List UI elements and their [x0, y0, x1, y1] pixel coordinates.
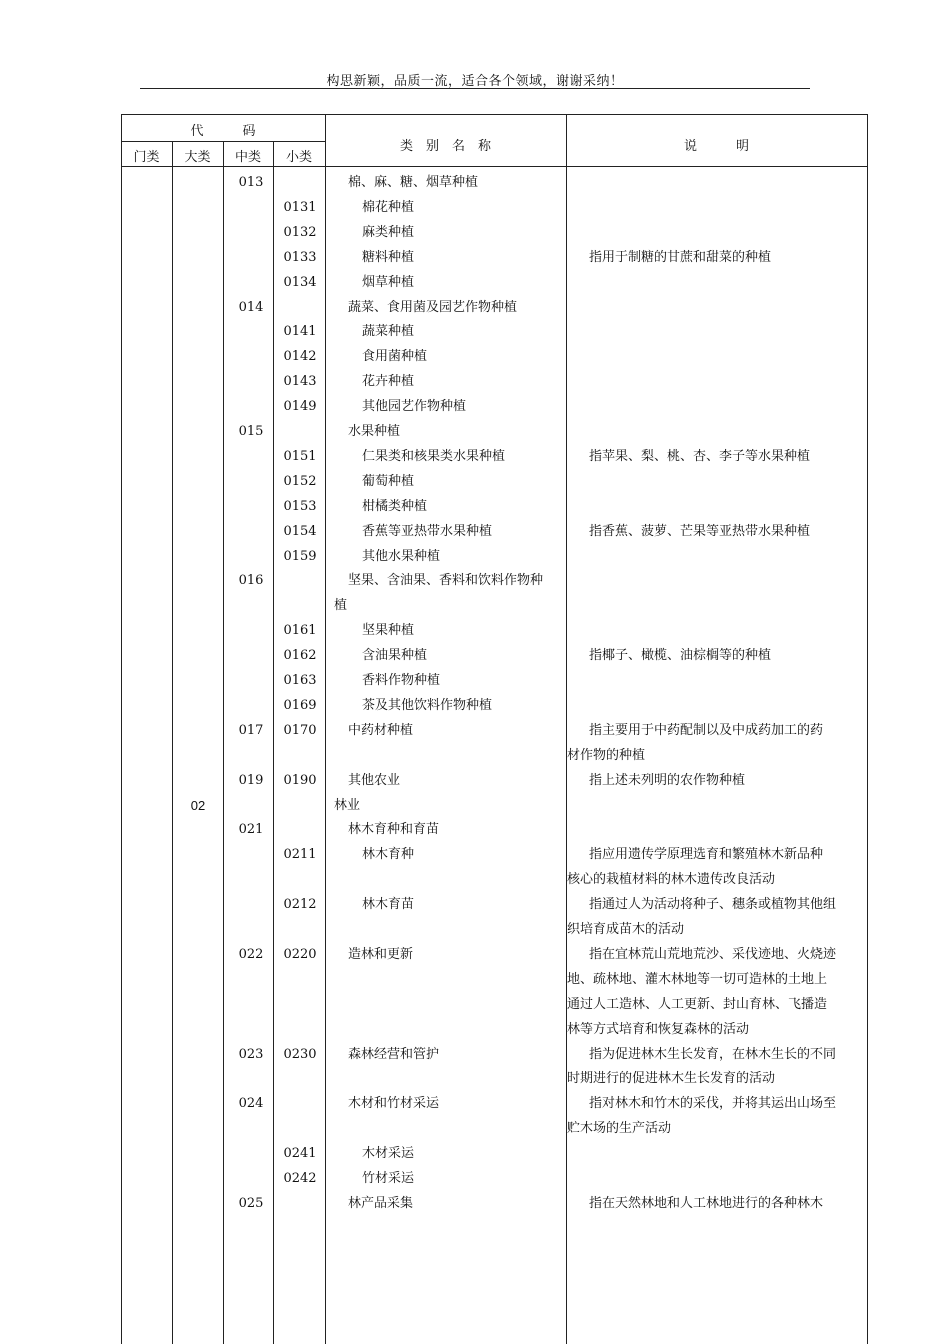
table-row — [121, 743, 868, 768]
table-row — [121, 1166, 868, 1191]
table-row — [121, 618, 868, 643]
small-code: 0170 — [283, 722, 317, 738]
category-name: 其他农业 — [348, 772, 401, 788]
table-border-top — [121, 114, 868, 115]
category-name: 林木育种 — [362, 847, 415, 863]
category-name: 蔬菜、食用菌及园艺作物种植 — [348, 299, 518, 315]
category-description: 地、疏林地、灌木林地等一切可造林的土地上 — [567, 971, 828, 987]
header-door: 门类 — [133, 150, 160, 165]
header-bottom-rule — [121, 166, 868, 167]
table-row — [121, 1017, 868, 1042]
table-row — [121, 718, 868, 743]
table-row — [121, 768, 868, 793]
mid-code: 021 — [238, 822, 264, 838]
table-row — [121, 1066, 868, 1091]
category-name: 造林和更新 — [348, 946, 414, 962]
header-small: 小类 — [285, 150, 312, 165]
small-code: 0230 — [283, 1046, 317, 1062]
table-row — [121, 494, 868, 519]
table-row — [121, 544, 868, 569]
small-code: 0149 — [283, 399, 317, 415]
small-code: 0161 — [283, 623, 317, 639]
category-name: 食用菌种植 — [362, 349, 428, 365]
table-row — [121, 842, 868, 867]
table-row — [121, 1191, 868, 1216]
small-code: 0163 — [283, 673, 317, 688]
category-name: 木材采运 — [362, 1146, 415, 1162]
header-mid: 中类 — [234, 150, 261, 165]
category-description: 材作物的种植 — [567, 747, 646, 763]
mid-code: 016 — [238, 573, 264, 589]
table-row — [121, 419, 868, 444]
mid-code: 025 — [238, 1195, 264, 1211]
category-description: 指对林木和竹木的采伐，并将其运出山场至 — [589, 1096, 837, 1112]
category-description: 指香蕉、菠萝、芒果等亚热带水果种植 — [589, 523, 811, 539]
category-description: 核心的栽植材料的林木遗传改良活动 — [567, 872, 776, 888]
table-row — [121, 967, 868, 992]
table-row — [121, 643, 868, 668]
small-code: 0220 — [283, 946, 317, 962]
mid-code: 024 — [238, 1096, 264, 1112]
mid-code: 014 — [238, 299, 264, 315]
small-code: 0142 — [283, 349, 317, 365]
classification-table — [121, 114, 868, 1344]
table-row — [121, 170, 868, 195]
table-row — [121, 568, 868, 593]
table-row — [121, 917, 868, 942]
table-row — [121, 942, 868, 967]
small-code: 0131 — [283, 199, 317, 215]
small-code: 0162 — [283, 648, 317, 664]
mid-code: 023 — [238, 1046, 264, 1062]
category-description: 时期进行的促进林木生长发育的活动 — [567, 1071, 776, 1087]
category-description: 林等方式培育和恢复森林的活动 — [567, 1021, 750, 1037]
category-description: 指上述未列明的农作物种植 — [589, 772, 746, 788]
category-description: 通过人工造林、人工更新、封山育林、飞播造 — [567, 996, 828, 1012]
table-row — [121, 1091, 868, 1116]
category-name: 糖料种植 — [362, 249, 415, 265]
small-code: 0190 — [283, 772, 317, 788]
table-row — [121, 195, 868, 220]
small-code: 0154 — [283, 523, 317, 539]
table-row — [121, 593, 868, 618]
category-name: 花卉种植 — [362, 374, 415, 390]
category-name: 林木育苗 — [362, 897, 415, 913]
table-row — [121, 793, 868, 818]
table-row — [121, 867, 868, 892]
small-code: 0241 — [283, 1146, 317, 1162]
small-code: 0134 — [283, 274, 317, 290]
mid-code: 015 — [238, 424, 264, 439]
mid-code: 019 — [238, 772, 264, 788]
category-name: 植 — [334, 598, 348, 614]
table-row — [121, 892, 868, 917]
small-code: 0133 — [283, 249, 317, 265]
category-name: 林木育种和育苗 — [348, 822, 440, 838]
mid-code: 022 — [238, 946, 264, 962]
category-name: 林业 — [334, 797, 361, 813]
category-name: 棉、麻、糖、烟草种植 — [348, 175, 479, 190]
table-row — [121, 220, 868, 245]
category-name: 水果种植 — [348, 424, 401, 439]
small-code: 0143 — [283, 374, 317, 390]
category-name: 中药材种植 — [348, 722, 414, 738]
table-row — [121, 319, 868, 344]
code-header-rule — [121, 141, 325, 142]
big-code: 02 — [190, 797, 206, 813]
category-name: 坚果种植 — [362, 623, 415, 639]
category-description: 指椰子、橄榄、油棕榈等的种植 — [589, 648, 772, 664]
table-row — [121, 444, 868, 469]
small-code: 0153 — [283, 498, 317, 514]
mid-code: 013 — [238, 175, 264, 190]
table-row — [121, 1116, 868, 1141]
table-row — [121, 469, 868, 494]
header-big: 大类 — [184, 150, 211, 165]
small-code: 0159 — [283, 548, 317, 564]
header-desc: 说 明 — [683, 139, 749, 154]
category-name: 木材和竹材采运 — [348, 1096, 440, 1112]
category-name: 坚果、含油果、香料和饮料作物种 — [348, 573, 544, 589]
table-row — [121, 245, 868, 270]
header-name: 类 别 名 称 — [399, 139, 491, 154]
table-row — [121, 519, 868, 544]
small-code: 0152 — [283, 473, 317, 489]
table-row — [121, 1141, 868, 1166]
category-name: 其他水果种植 — [362, 548, 441, 564]
category-description: 指为促进林木生长发育，在林木生长的不同 — [589, 1046, 837, 1062]
category-name: 森林经营和管护 — [348, 1046, 440, 1062]
small-code: 0211 — [283, 847, 317, 863]
page-header-text: 构思新颖，品质一流，适合各个领域，谢谢采纳！ — [326, 74, 624, 89]
category-name: 蔬菜种植 — [362, 324, 415, 340]
table-row — [121, 992, 868, 1017]
header-code: 代 码 — [190, 124, 256, 139]
category-description: 织培育成苗木的活动 — [567, 922, 685, 937]
table-row — [121, 668, 868, 693]
table-row — [121, 295, 868, 320]
table-row — [121, 693, 868, 718]
table-row — [121, 270, 868, 295]
header-rule — [140, 88, 810, 89]
category-name: 烟草种植 — [362, 274, 415, 290]
small-code: 0212 — [283, 897, 317, 913]
category-name: 仁果类和核果类水果种植 — [362, 448, 506, 464]
category-name: 其他园艺作物种植 — [362, 399, 467, 415]
table-row — [121, 344, 868, 369]
small-code: 0169 — [283, 697, 317, 713]
table-row — [121, 394, 868, 419]
category-description: 指用于制糖的甘蔗和甜菜的种植 — [589, 249, 772, 265]
category-description: 贮木场的生产活动 — [567, 1121, 672, 1137]
category-description: 指主要用于中药配制以及中成药加工的药 — [589, 722, 824, 738]
category-name: 麻类种植 — [362, 224, 415, 240]
category-name: 林产品采集 — [348, 1195, 414, 1211]
category-name: 香蕉等亚热带水果种植 — [362, 523, 493, 539]
table-row — [121, 369, 868, 394]
category-description: 指在天然林地和人工林地进行的各种林木 — [589, 1195, 824, 1211]
category-description: 指通过人为活动将种子、穗条或植物其他组 — [589, 897, 837, 913]
small-code: 0141 — [283, 324, 317, 340]
category-name: 竹材采运 — [362, 1171, 415, 1186]
category-name: 含油果种植 — [362, 648, 428, 664]
category-description: 指苹果、梨、桃、杏、李子等水果种植 — [589, 448, 811, 464]
small-code: 0132 — [283, 224, 317, 240]
mid-code: 017 — [238, 722, 264, 738]
category-name: 茶及其他饮料作物种植 — [362, 697, 493, 713]
category-name: 柑橘类种植 — [362, 498, 428, 514]
category-name: 棉花种植 — [362, 199, 415, 215]
category-name: 香料作物种植 — [362, 673, 441, 688]
table-row — [121, 817, 868, 842]
small-code: 0151 — [283, 448, 317, 464]
table-row — [121, 1042, 868, 1067]
category-description: 指应用遗传学原理选育和繁殖林木新品种 — [589, 847, 824, 863]
category-description: 指在宜林荒山荒地荒沙、采伐迹地、火烧迹 — [589, 946, 837, 962]
small-code: 0242 — [283, 1171, 317, 1186]
category-name: 葡萄种植 — [362, 473, 415, 489]
